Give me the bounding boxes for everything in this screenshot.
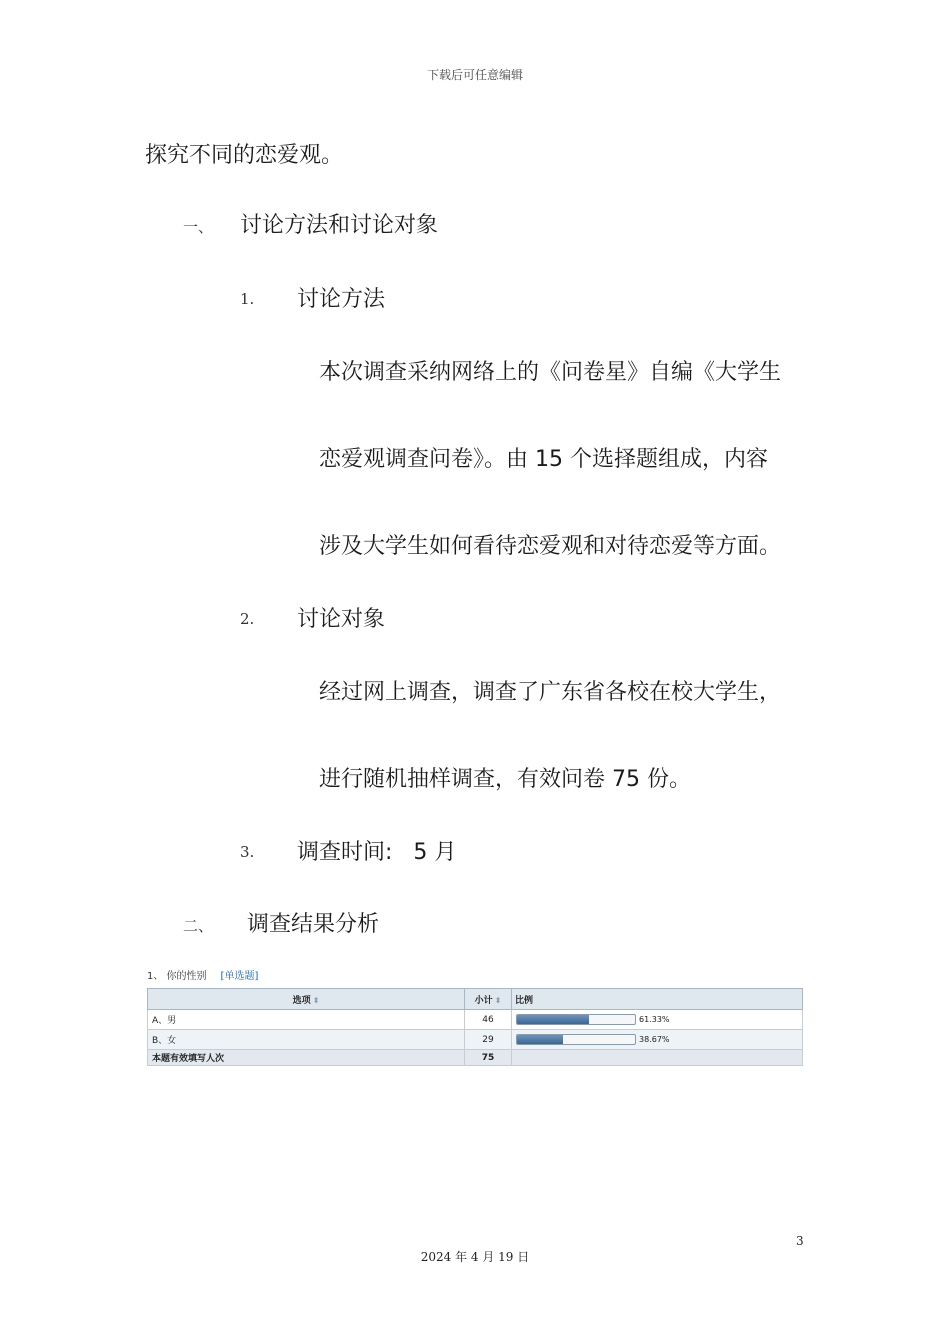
header-ratio: 比例 <box>512 989 803 1010</box>
item2-line: 进行随机抽样调查，有效问卷 75 份。 <box>319 767 691 792</box>
section1-title: 讨论方法和讨论对象 <box>240 213 439 238</box>
item1-line: 本次调查采纳网络上的《问卷星》自编《大学生 <box>319 360 782 385</box>
option-cell: A、男 <box>148 1010 465 1030</box>
ratio-label: 61.33% <box>639 1015 670 1024</box>
ratio-bar <box>516 1014 636 1025</box>
item2-number: 2. <box>240 610 255 628</box>
sort-icon[interactable]: ⬍ <box>494 995 502 1005</box>
count-cell: 46 <box>465 1010 512 1030</box>
ratio-bar-fill <box>517 1015 589 1024</box>
question-label: 1、 你的性别 <box>147 971 207 982</box>
item2-title: 讨论对象 <box>297 607 386 632</box>
total-empty-cell <box>512 1050 803 1066</box>
total-count-cell: 75 <box>465 1050 512 1066</box>
section2-number: 二、 <box>183 917 214 935</box>
question-type-tag[interactable]: [单选题] <box>220 971 259 982</box>
ratio-cell <box>512 1030 803 1050</box>
footer-date: 2024 年 4 月 19 日 <box>420 1250 530 1264</box>
item2-line: 经过网上调查，调查了广东省各校在校大学生， <box>319 680 782 705</box>
page-header: 下载后可任意编辑 <box>426 68 523 82</box>
ratio-bar <box>516 1034 636 1045</box>
intro-line: 探究不同的恋爱观。 <box>145 143 344 168</box>
question-title <box>147 967 258 982</box>
header-option[interactable]: 选项 ⬍ <box>148 989 465 1010</box>
total-label-cell: 本题有效填写人次 <box>148 1050 465 1066</box>
item1-line: 涉及大学生如何看待恋爱观和对待恋爱等方面。 <box>319 534 782 559</box>
table-row <box>148 1030 803 1050</box>
count-cell: 29 <box>465 1030 512 1050</box>
section2-title: 调查结果分析 <box>247 912 380 937</box>
table-row <box>148 1010 803 1030</box>
page-number: 3 <box>796 1234 804 1248</box>
item1-number: 1. <box>240 290 255 308</box>
item1-title: 讨论方法 <box>297 287 386 312</box>
section1-number: 一、 <box>183 218 214 236</box>
table-header-row <box>148 989 803 1010</box>
item3-title: 调查时间: 5 月 <box>297 840 457 865</box>
ratio-bar-fill <box>517 1035 563 1044</box>
results-table <box>147 988 803 1066</box>
sort-icon[interactable]: ⬍ <box>312 995 320 1005</box>
ratio-label: 38.67% <box>639 1035 670 1044</box>
option-cell: B、女 <box>148 1030 465 1050</box>
item1-line: 恋爱观调查问卷》。由 15 个选择题组成，内容 <box>319 447 768 472</box>
table-total-row <box>148 1050 803 1066</box>
item3-number: 3. <box>240 843 255 861</box>
header-count[interactable]: 小计 ⬍ <box>465 989 512 1010</box>
ratio-cell <box>512 1010 803 1030</box>
